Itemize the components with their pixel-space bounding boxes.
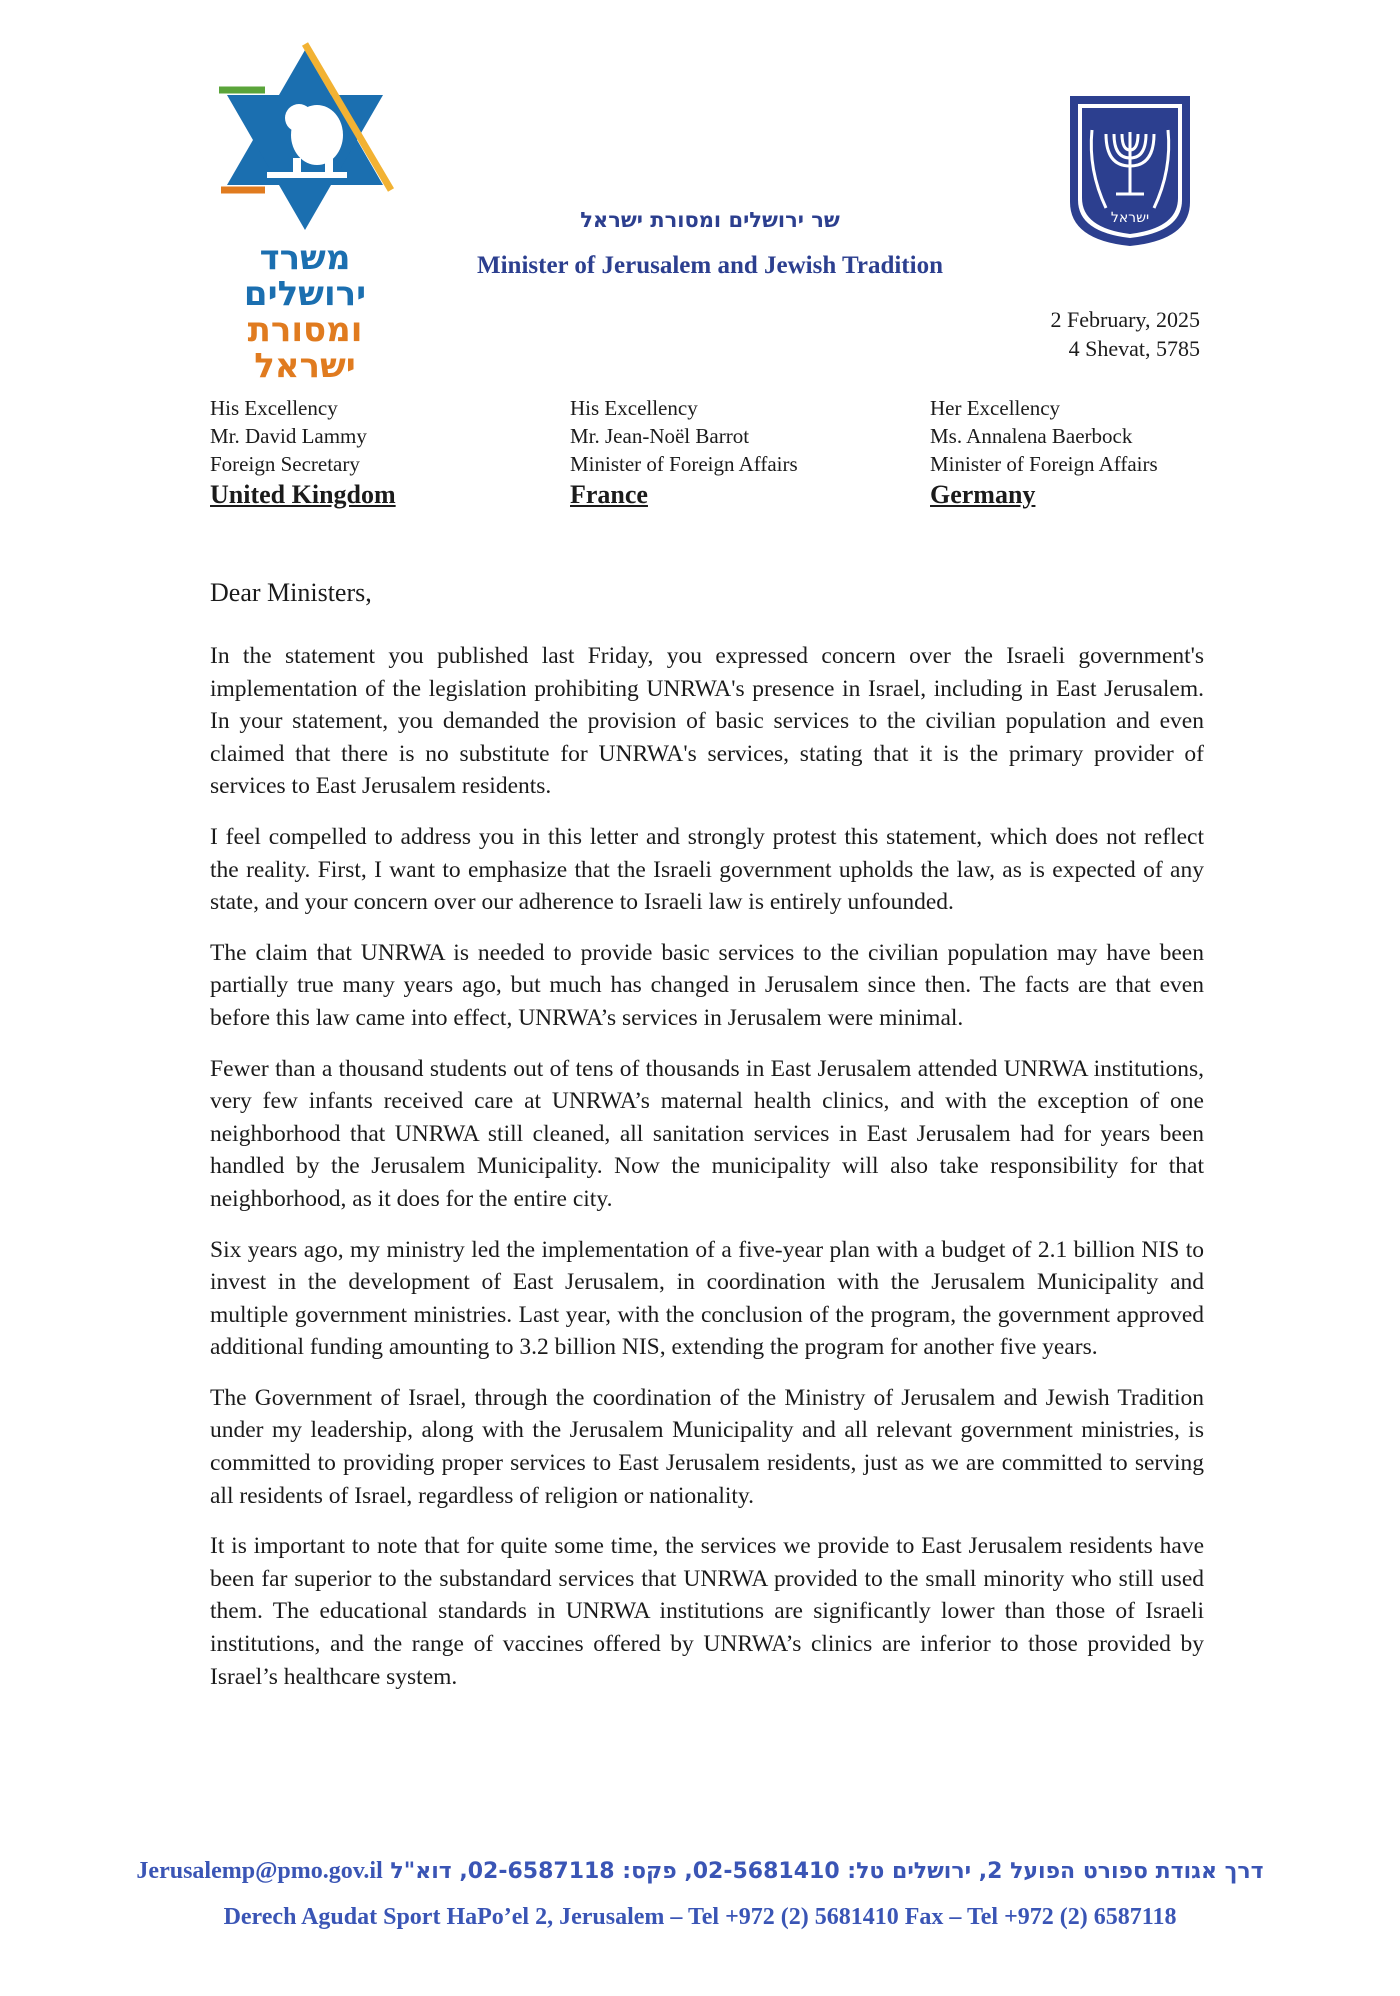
footer-hebrew-address: דרך אגודת ספורט הפועל 2, ירושלים טל: 02-5681410, פקס: 02-6587118, דוא"ל xyxy=(390,1859,1264,1884)
date-gregorian: 2 February, 2025 xyxy=(1050,307,1200,332)
addressee-title: Minister of Foreign Affairs xyxy=(570,452,798,476)
addressee-name: Mr. David Lammy xyxy=(210,424,367,448)
ministry-logo xyxy=(205,40,405,386)
letter-date xyxy=(1051,305,1201,363)
body-paragraph: Fewer than a thousand students out of tens of thousands in East Jerusalem attended UNRWA institutions, very few infants received care at UNRWA’s maternal health clinics, and with the exception of one neighborhood that UNRWA still cleaned, all sanitation services in East Jerusalem had for years been handled by the Jerusalem Municipality. Now the municipality will also take responsibility for that neighborhood, as it does for the entire city. xyxy=(210,1055,1204,1212)
body-paragraph: Six years ago, my ministry led the implementation of a five-year plan with a budget of 2.1 billion NIS to invest in the development of East Jerusalem, in coordination with the Jerusalem Municipality and multiple government ministries. Last year, with the conclusion of the program, the government approved additional funding amounting to 3.2 billion NIS, extending the program for another five years. xyxy=(210,1236,1204,1361)
addressee-france xyxy=(570,394,900,512)
minister-title-hebrew: שר ירושלים ומסורת ישראל xyxy=(580,208,840,232)
emblem-inscription: ישראל xyxy=(1110,210,1150,226)
logo-hebrew-line2: ומסורת ישראל xyxy=(247,310,363,386)
emblem-of-israel xyxy=(1060,90,1200,250)
minister-title-english: Minister of Jerusalem and Jewish Tradition xyxy=(477,252,943,279)
menorah-emblem-icon xyxy=(1060,90,1200,250)
logo-hebrew-line1: משרד ירושלים xyxy=(243,238,367,314)
letter-body xyxy=(210,640,1204,1711)
body-paragraph: In the statement you published last Friday, you expressed concern over the Israeli government's implementation of the legislation prohibiting UNRWA's presence in Israel, including in East Jerusalem. In your statement, you demanded the provision of basic services to the civilian population and even claimed that there is no substitute for UNRWA's services, stating that it is the primary provider of services to East Jerusalem residents. xyxy=(210,643,1204,800)
addressee-honorific: Her Excellency xyxy=(930,396,1061,420)
addressee-name: Mr. Jean-Noël Barrot xyxy=(570,424,750,448)
addressee-country: France xyxy=(570,480,648,509)
salutation: Dear Ministers, xyxy=(210,578,372,607)
star-of-david-lion-icon xyxy=(205,40,405,240)
addressee-germany xyxy=(930,394,1260,512)
addressee-honorific: His Excellency xyxy=(210,396,338,420)
addressee-honorific: His Excellency xyxy=(570,396,698,420)
addressee-title: Foreign Secretary xyxy=(210,452,360,476)
date-hebrew: 4 Shevat, 5785 xyxy=(1068,336,1200,361)
addressee-name: Ms. Annalena Baerbock xyxy=(930,424,1133,448)
footer-email-link[interactable]: Jerusalemp@pmo.gov.il xyxy=(136,1858,383,1884)
body-paragraph: It is important to note that for quite some time, the services we provide to East Jerusalem residents have been far superior to the substandard services that UNRWA provided to the small minority who still used them. The educational standards in UNRWA institutions are significantly lower than those of Israeli institutions, and the range of vaccines offered by UNRWA’s clinics are inferior to those provided by Israel’s healthcare system. xyxy=(210,1533,1204,1690)
body-paragraph: The Government of Israel, through the coordination of the Ministry of Jerusalem and Jewish Tradition under my leadership, along with the Jerusalem Municipality and all relevant government ministries, is committed to providing proper services to East Jerusalem residents, just as we are committed to serving all residents of Israel, regardless of religion or nationality. xyxy=(210,1384,1204,1509)
addressee-country: United Kingdom xyxy=(210,480,396,509)
addressee-country: Germany xyxy=(930,480,1036,509)
addressee-title: Minister of Foreign Affairs xyxy=(930,452,1158,476)
addressee-united-kingdom xyxy=(210,394,540,512)
body-paragraph: I feel compelled to address you in this letter and strongly protest this statement, which does not reflect the reality. First, I want to emphasize that the Israeli government upholds the law, as is expected of any state, and your concern over our adherence to Israeli law is entirely unfounded. xyxy=(210,823,1204,916)
footer-hebrew xyxy=(0,1858,1400,1885)
body-paragraph: The claim that UNRWA is needed to provide basic services to the civilian population may have been partially true many years ago, but much has changed in Jerusalem since then. The facts are that even before this law came into effect, UNRWA’s services in Jerusalem were minimal. xyxy=(210,939,1204,1031)
footer-english-address: Derech Agudat Sport HaPo’el 2, Jerusalem – Tel +972 (2) 5681410 Fax – Tel +972 (2) 6587118 xyxy=(223,1904,1177,1930)
